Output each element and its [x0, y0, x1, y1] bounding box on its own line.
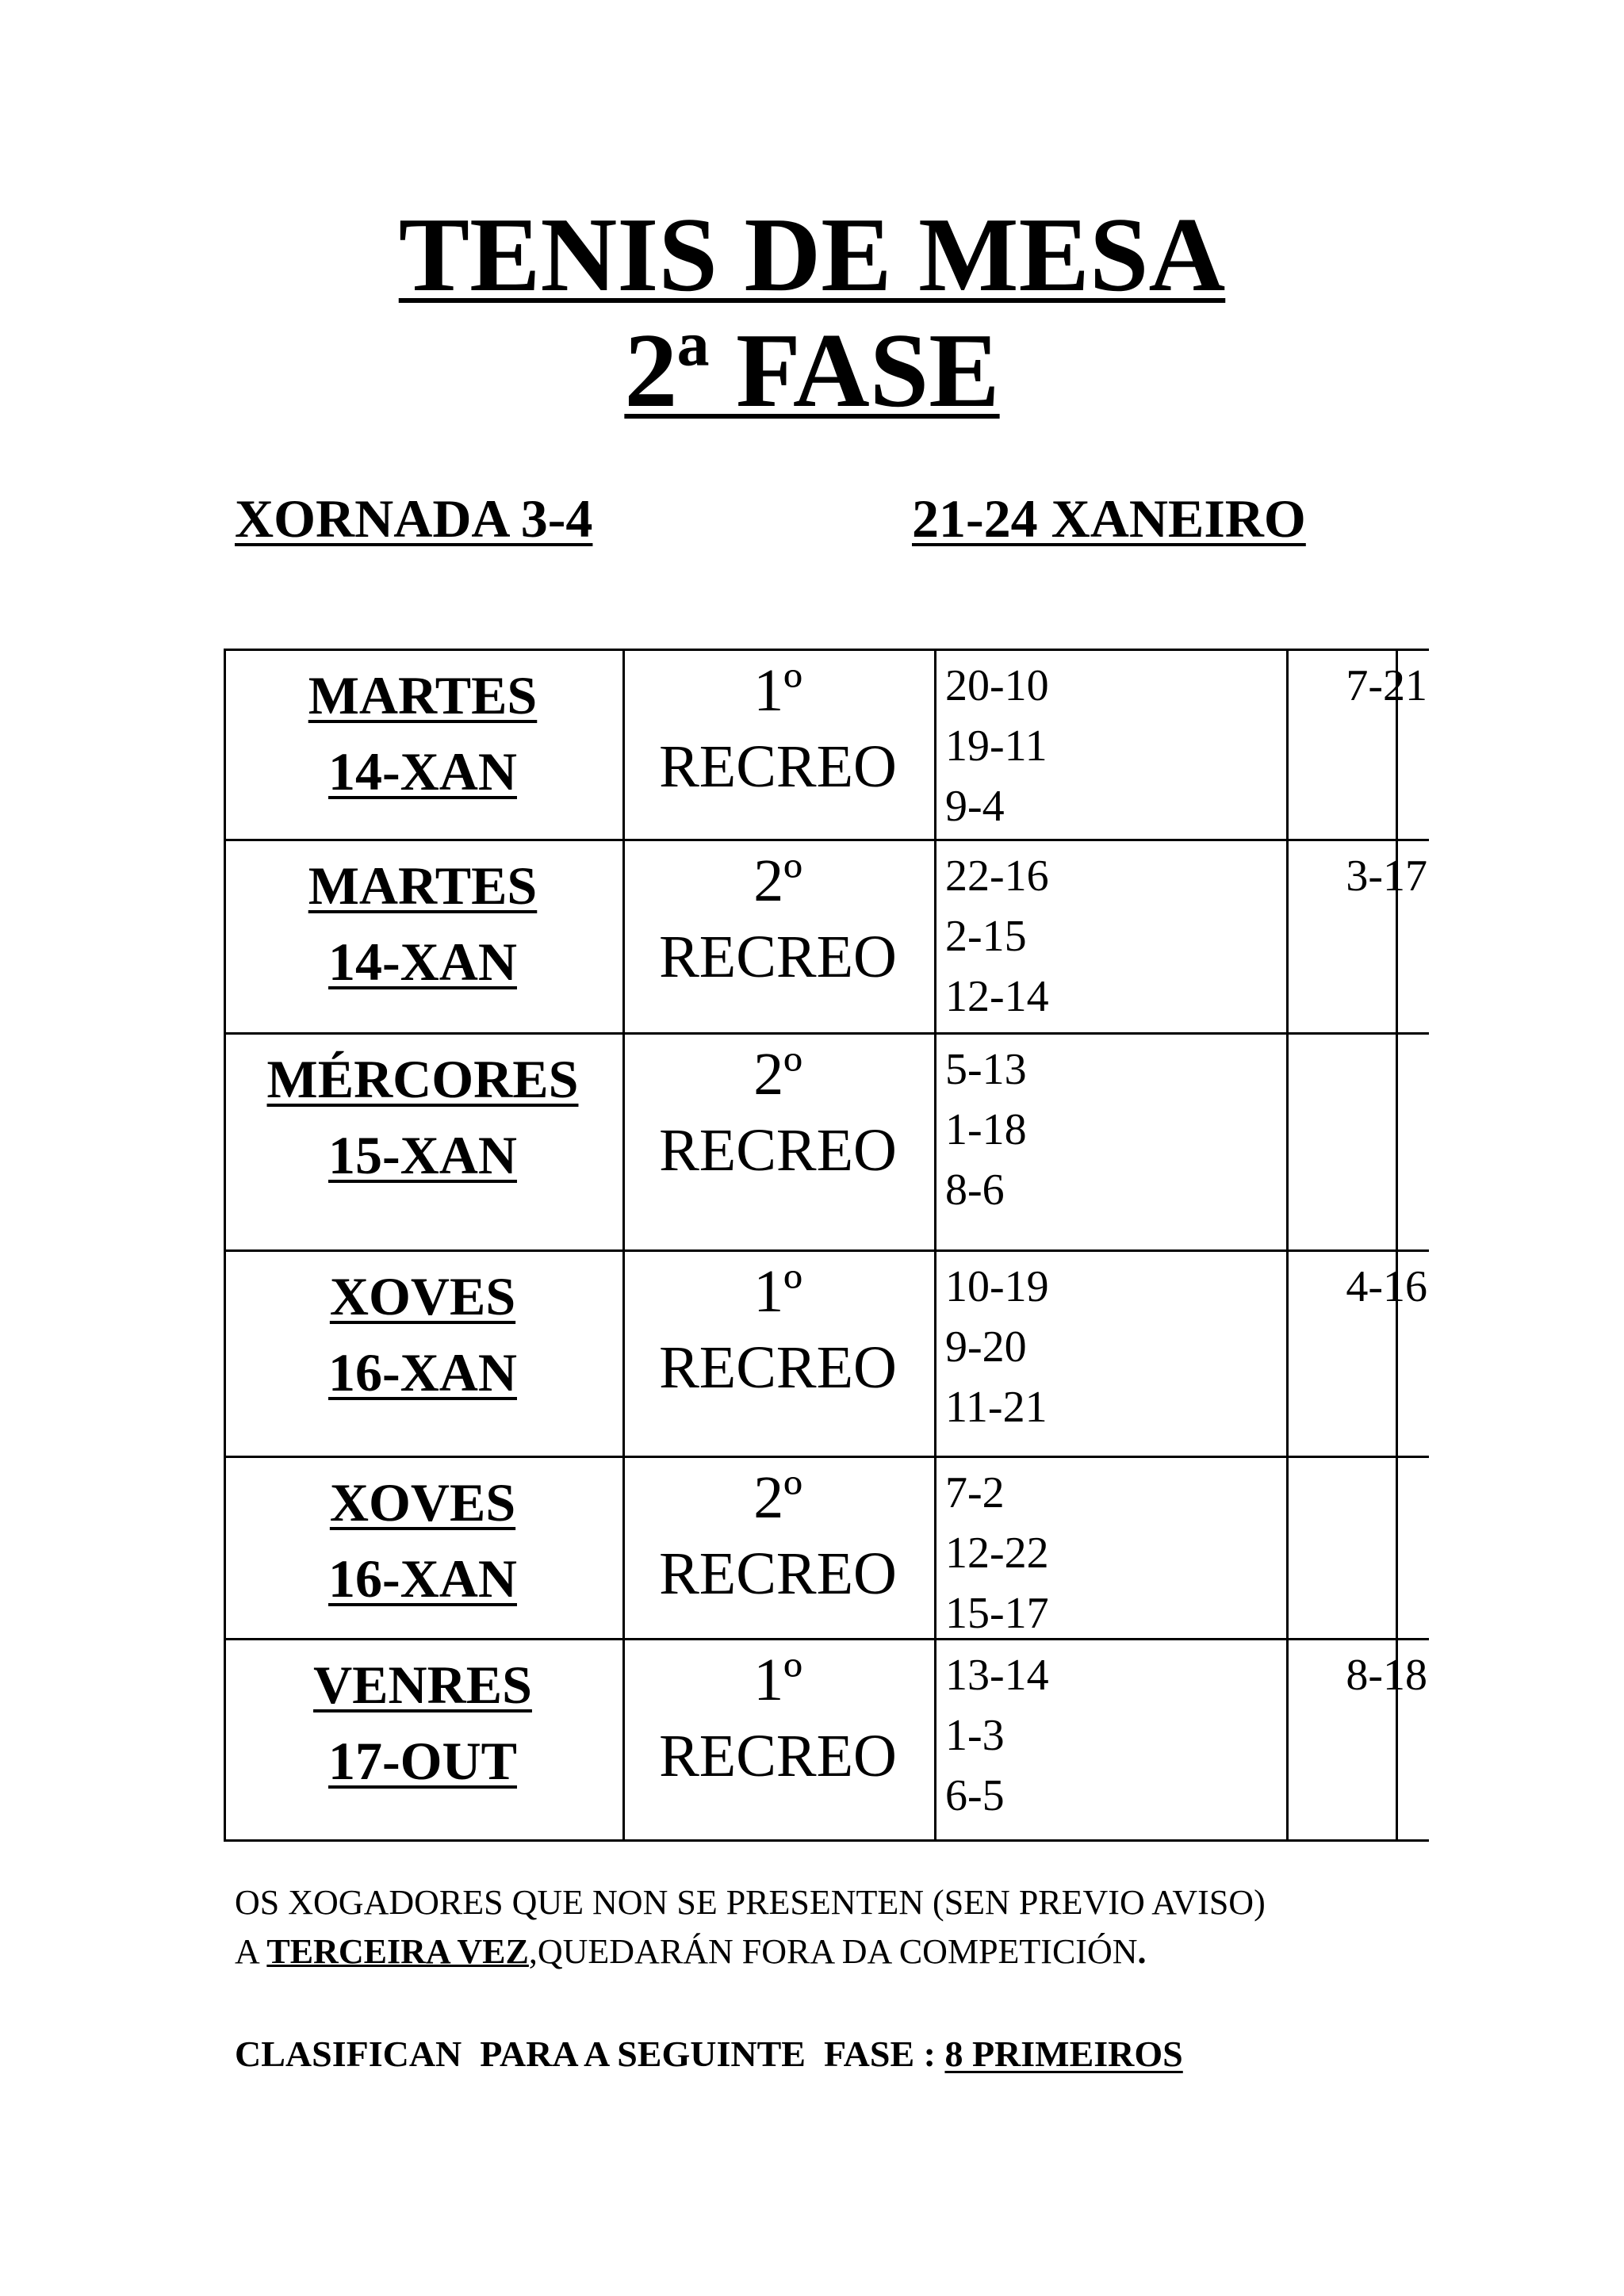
match: 6-5	[945, 1771, 1005, 1820]
recreo-label: RECREO	[659, 1117, 897, 1184]
day-cell	[224, 848, 622, 1000]
recreo-number: 2º	[753, 848, 802, 914]
recreo-number: 2º	[753, 1041, 802, 1108]
matches-cell	[945, 1463, 1500, 1644]
match: 12-22	[945, 1529, 1049, 1578]
note-line-2	[235, 1934, 1147, 1969]
table-row	[224, 1638, 1429, 1842]
day-name: MARTES	[308, 855, 538, 916]
match: 13-14	[945, 1651, 1049, 1700]
table-row	[224, 1456, 1429, 1640]
note-line-1: OS XOGADORES QUE NON SE PRESENTEN (SEN PREVIO AVISO)	[235, 1883, 1266, 1922]
date-range-label: 21-24 XANEIRO	[912, 488, 1306, 549]
note-rest: ,QUEDARÁN FORA DA COMPETICIÓN	[528, 1932, 1138, 1971]
match: 20-10	[945, 661, 1049, 710]
match: 5-13	[945, 1045, 1027, 1094]
recreo-cell	[625, 1460, 931, 1612]
table-row	[224, 1249, 1429, 1458]
match: 10-19	[945, 1262, 1049, 1311]
day-date: 16-XAN	[328, 1548, 517, 1609]
note-prefix: A	[235, 1932, 267, 1971]
day-date: 17-OUT	[328, 1731, 517, 1791]
note-emphasis: TERCEIRA VEZ	[266, 1932, 529, 1971]
match: 9-4	[945, 782, 1005, 831]
day-cell	[224, 1258, 622, 1410]
match: 11-21	[945, 1383, 1048, 1432]
match: 9-20	[945, 1322, 1027, 1372]
day-date: 14-XAN	[328, 741, 517, 802]
match-extra: 8-18	[1346, 1651, 1427, 1700]
matches-cell	[945, 1257, 1500, 1437]
recreo-label: RECREO	[659, 924, 897, 990]
recreo-cell	[625, 652, 931, 805]
day-date: 16-XAN	[328, 1342, 517, 1402]
recreo-cell	[625, 843, 931, 995]
match: 7-2	[945, 1468, 1005, 1517]
qualification-emphasis: 8 PRIMEIROS	[944, 2034, 1183, 2074]
day-name: MARTES	[308, 665, 538, 725]
recreo-label: RECREO	[659, 1540, 897, 1607]
recreo-number: 1º	[753, 1647, 802, 1713]
match: 15-17	[945, 1589, 1049, 1638]
day-cell	[224, 1041, 622, 1193]
day-name: XOVES	[329, 1266, 516, 1326]
day-cell	[224, 657, 622, 809]
match-extra: 7-21	[1346, 661, 1427, 710]
recreo-number: 1º	[753, 1258, 802, 1325]
schedule-table	[224, 649, 1429, 1839]
xornada-label: XORNADA 3-4	[235, 488, 593, 549]
match: 1-3	[945, 1711, 1005, 1760]
day-cell	[224, 1464, 622, 1617]
matches-cell	[945, 846, 1500, 1027]
match-extra: 4-16	[1346, 1262, 1427, 1311]
match: 22-16	[945, 851, 1049, 901]
table-row	[224, 839, 1429, 1035]
match: 1-18	[945, 1105, 1027, 1154]
note-end: .	[1137, 1932, 1147, 1971]
recreo-number: 1º	[753, 657, 802, 724]
table-row	[224, 1032, 1429, 1252]
recreo-cell	[625, 1253, 931, 1406]
qualification-note	[235, 2036, 1183, 2072]
day-name: MÉRCORES	[266, 1049, 579, 1109]
day-cell	[224, 1647, 622, 1799]
day-name: VENRES	[313, 1655, 532, 1715]
recreo-cell	[625, 1036, 931, 1188]
page-subtitle: 2ª FASE	[624, 312, 1000, 429]
matches-cell	[945, 1645, 1500, 1826]
matches-cell	[945, 656, 1500, 836]
recreo-label: RECREO	[659, 1723, 897, 1789]
match: 8-6	[945, 1165, 1005, 1215]
day-date: 15-XAN	[328, 1125, 517, 1185]
matches-cell	[945, 1039, 1500, 1220]
day-date: 14-XAN	[328, 932, 517, 992]
recreo-number: 2º	[753, 1464, 802, 1531]
match-extra: 3-17	[1346, 851, 1427, 901]
recreo-cell	[625, 1642, 931, 1794]
recreo-label: RECREO	[659, 733, 897, 800]
qualification-text: CLASIFICAN PARA A SEGUINTE FASE :	[235, 2034, 945, 2074]
match: 19-11	[945, 721, 1048, 771]
match: 2-15	[945, 912, 1027, 961]
match: 12-14	[945, 972, 1049, 1021]
table-row	[224, 649, 1429, 841]
day-name: XOVES	[329, 1472, 516, 1533]
recreo-label: RECREO	[659, 1334, 897, 1401]
page-title: TENIS DE MESA	[398, 196, 1226, 313]
